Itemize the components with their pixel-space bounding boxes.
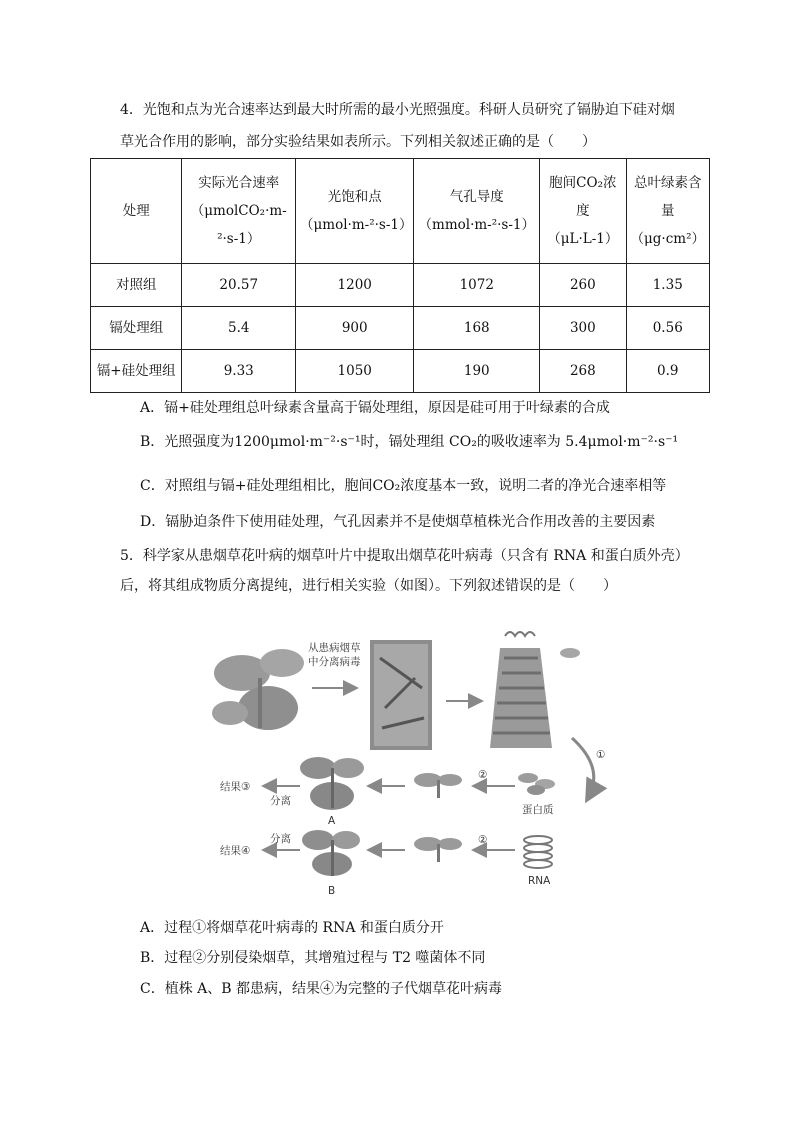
- header-text: 量: [661, 203, 675, 219]
- table-cell: 镉处理组: [91, 307, 182, 350]
- q5-option-a[interactable]: A．过程①将烟草花叶病毒的 RNA 和蛋白质分开: [140, 920, 444, 936]
- infected-tobacco-plant-icon: [212, 649, 304, 730]
- header-unit: （mmol·m-²·s-1）: [418, 217, 535, 233]
- table-cell: 1.35: [626, 264, 709, 307]
- q5-stem-line1: 5．科学家从患烟草花叶病的烟草叶片中提取出烟草花叶病毒（只含有 RNA 和蛋白质外壳）: [120, 548, 689, 564]
- rna-label: RNA: [528, 875, 551, 887]
- header-unit: （μmolCO₂·m-: [190, 203, 287, 219]
- table-cell: 20.57: [182, 264, 296, 307]
- table-cell: 900: [296, 307, 414, 350]
- header-unit: ²·s-1）: [217, 231, 261, 247]
- header-text: 总叶绿素含: [634, 175, 702, 191]
- seedling-icon: [414, 837, 462, 862]
- table-cell: 0.56: [626, 307, 709, 350]
- separate-label-a: 分离: [270, 795, 291, 807]
- header-text: 光饱和点: [327, 189, 382, 205]
- separate-label-b: 分离: [270, 833, 291, 845]
- step2-label-top: ②: [478, 769, 488, 781]
- table-cell: 镉+硅处理组: [91, 350, 182, 393]
- header-unit: （μL·L-1）: [547, 231, 619, 247]
- header-text: 处理: [122, 203, 150, 219]
- table-cell: 1200: [296, 264, 414, 307]
- q4-option-d[interactable]: D．镉胁迫条件下使用硅处理，气孔因素并不是使烟草植株光合作用改善的主要因素: [140, 514, 656, 530]
- q4-stem-line1: 4．光饱和点为光合速率达到最大时所需的最小光照强度。科研人员研究了镉胁迫下硅对烟: [120, 102, 675, 118]
- curved-arrow-icon: [572, 738, 594, 798]
- header-text: 度: [576, 203, 590, 219]
- header-intercellular-co2: [540, 159, 626, 264]
- table-cell: 190: [414, 350, 540, 393]
- header-treatment: [91, 159, 182, 264]
- q4-option-a[interactable]: A．镉+硅处理组总叶绿素含量高于镉处理组，原因是硅可用于叶绿素的合成: [140, 400, 610, 416]
- table-cell: 9.33: [182, 350, 296, 393]
- header-unit: （μg·cm²）: [630, 231, 705, 247]
- table-cell: 168: [414, 307, 540, 350]
- q4-option-c[interactable]: C．对照组与镉+硅处理组相比，胞间CO₂浓度基本一致，说明二者的净光合速率相等: [140, 478, 667, 494]
- q5-option-b[interactable]: B．过程②分别侵染烟草，其增殖过程与 T2 噬菌体不同: [140, 950, 486, 966]
- table-header-row: [91, 159, 710, 264]
- plant-a-label: A: [328, 815, 336, 827]
- table-cell: 1072: [414, 264, 540, 307]
- header-text: 实际光合速率: [198, 175, 280, 191]
- q5-stem-line2: 后，将其组成物质分离提纯，进行相关实验（如图）。下列叙述错误的是（ ）: [120, 578, 617, 594]
- result4-label: 结果④: [220, 845, 251, 857]
- tmv-virus-model-icon: [490, 632, 580, 748]
- caption-top-line2: 中分离病毒: [308, 656, 361, 668]
- plant-a-icon: [300, 757, 364, 810]
- table-cell: 0.9: [626, 350, 709, 393]
- q4-stem-line2: 草光合作用的影响，部分实验结果如表所示。下列相关叙述正确的是（ ）: [120, 134, 596, 150]
- rna-coil-icon: [524, 836, 552, 868]
- header-chlorophyll: [626, 159, 709, 264]
- q4-data-table: [90, 158, 710, 393]
- step1-label: ①: [596, 749, 606, 761]
- plant-b-label: B: [328, 885, 336, 897]
- header-unit: （μmol·m-²·s-1）: [300, 217, 413, 233]
- header-light-saturation: [296, 159, 414, 264]
- protein-label: 蛋白质: [522, 804, 554, 816]
- caption-top-line1: 从患病烟草: [308, 642, 361, 654]
- table-cell: 268: [540, 350, 626, 393]
- result3-label: 结果③: [220, 781, 251, 793]
- table-cell: 对照组: [91, 264, 182, 307]
- table-row: [91, 350, 710, 393]
- table-cell: 260: [540, 264, 626, 307]
- header-text: 气孔导度: [449, 189, 504, 205]
- table-cell: 5.4: [182, 307, 296, 350]
- tmv-experiment-figure: [200, 618, 620, 903]
- q4-option-b[interactable]: B．光照强度为1200μmol·m⁻²·s⁻¹时，镉处理组 CO₂的吸收速率为 5.4μmol·m⁻²·s⁻¹: [140, 434, 679, 450]
- header-photosynthesis-rate: [182, 159, 296, 264]
- step2-label-bottom: ②: [478, 834, 488, 846]
- table-cell: 300: [540, 307, 626, 350]
- seedling-icon: [414, 773, 462, 798]
- plant-b-icon: [302, 830, 360, 876]
- protein-subunits-icon: [518, 773, 555, 795]
- header-text: 胞间CO₂浓: [549, 175, 617, 191]
- table-cell: 1050: [296, 350, 414, 393]
- table-row: [91, 307, 710, 350]
- virus-micrograph-image: [370, 640, 432, 750]
- q5-option-c[interactable]: C．植株 A、B 都患病，结果④为完整的子代烟草花叶病毒: [140, 981, 503, 997]
- header-stomatal-conductance: [414, 159, 540, 264]
- table-row: [91, 264, 710, 307]
